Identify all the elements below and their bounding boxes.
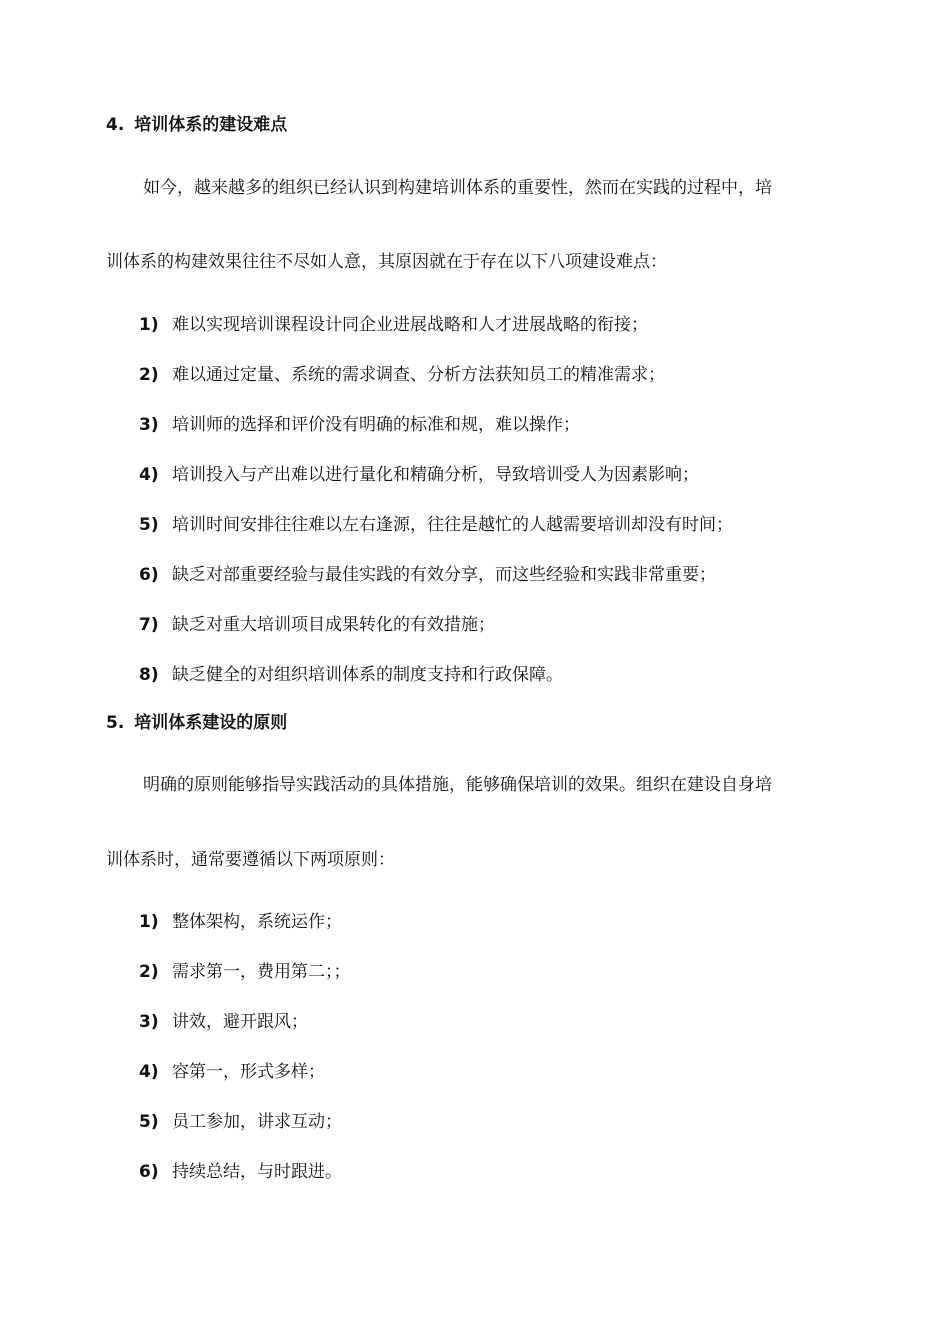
list-item — [139, 314, 648, 336]
list-item-text: 难以通过定量、系统的需求调查、分析方法获知员工的精准需求； — [172, 365, 665, 385]
list-item-number: 7) — [139, 615, 159, 635]
section-4-number: 4. — [106, 115, 125, 135]
list-item-text: 讲效，避开跟风； — [172, 1012, 308, 1032]
section-4-title: 培训体系的建设难点 — [134, 115, 288, 135]
section-5-number: 5. — [106, 713, 125, 733]
list-item-number: 6) — [139, 1162, 159, 1182]
list-item-number: 5) — [139, 1112, 159, 1132]
section-5-title: 培训体系建设的原则 — [134, 713, 288, 733]
list-item — [139, 614, 495, 636]
list-item-text: 缺乏健全的对组织培训体系的制度支持和行政保障。 — [172, 665, 563, 685]
section-5-intro-line-2: 训体系时，通常要遵循以下两项原则： — [106, 850, 395, 870]
list-item — [139, 364, 665, 386]
list-item-text: 缺乏对重大培训项目成果转化的有效措施； — [172, 615, 495, 635]
list-item-text: 难以实现培训课程设计同企业进展战略和人才进展战略的衔接； — [172, 315, 648, 335]
list-item-number: 8) — [139, 665, 159, 685]
list-item-text: 培训时间安排往往难以左右逢源，往往是越忙的人越需要培训却没有时间； — [172, 515, 733, 535]
list-item — [139, 564, 716, 586]
section-4-intro-line-2: 训体系的构建效果往往不尽如人意，其原因就在于存在以下八项建设难点： — [106, 252, 667, 272]
list-item-number: 5) — [139, 515, 159, 535]
list-item — [139, 1111, 342, 1133]
list-item — [139, 1011, 308, 1033]
list-item-number: 3) — [139, 1012, 159, 1032]
section-5-intro-line-1: 明确的原则能够指导实践活动的具体措施，能够确保培训的效果。组织在建设自身培 — [143, 775, 772, 795]
list-item-number: 4) — [139, 1062, 159, 1082]
list-item — [139, 464, 699, 486]
list-item-text: 容第一，形式多样； — [172, 1062, 325, 1082]
list-item-text: 需求第一，费用第二；； — [172, 962, 351, 982]
list-item-text: 持续总结，与时跟进。 — [172, 1162, 342, 1182]
list-item — [139, 1061, 325, 1083]
section-4-intro-line-1: 如今，越来越多的组织已经认识到构建培训体系的重要性，然而在实践的过程中，培 — [143, 178, 772, 198]
list-item — [139, 514, 733, 536]
section-4-heading — [106, 114, 287, 136]
list-item — [139, 414, 580, 436]
list-item-text: 培训投入与产出难以进行量化和精确分析，导致培训受人为因素影响； — [172, 465, 699, 485]
list-item-text: 缺乏对部重要经验与最佳实践的有效分享，而这些经验和实践非常重要； — [172, 565, 716, 585]
list-item-number: 1) — [139, 912, 159, 932]
list-item-number: 2) — [139, 365, 159, 385]
section-5-heading — [106, 712, 287, 734]
list-item-text: 整体架构，系统运作； — [172, 912, 342, 932]
list-item-number: 6) — [139, 565, 159, 585]
list-item-text: 培训师的选择和评价没有明确的标准和规，难以操作； — [172, 415, 580, 435]
list-item-text: 员工参加，讲求互动； — [172, 1112, 342, 1132]
list-item-number: 1) — [139, 315, 159, 335]
list-item — [139, 664, 563, 686]
list-item-number: 3) — [139, 415, 159, 435]
list-item — [139, 911, 342, 933]
list-item — [139, 1161, 342, 1183]
list-item — [139, 961, 351, 983]
list-item-number: 2) — [139, 962, 159, 982]
list-item-number: 4) — [139, 465, 159, 485]
